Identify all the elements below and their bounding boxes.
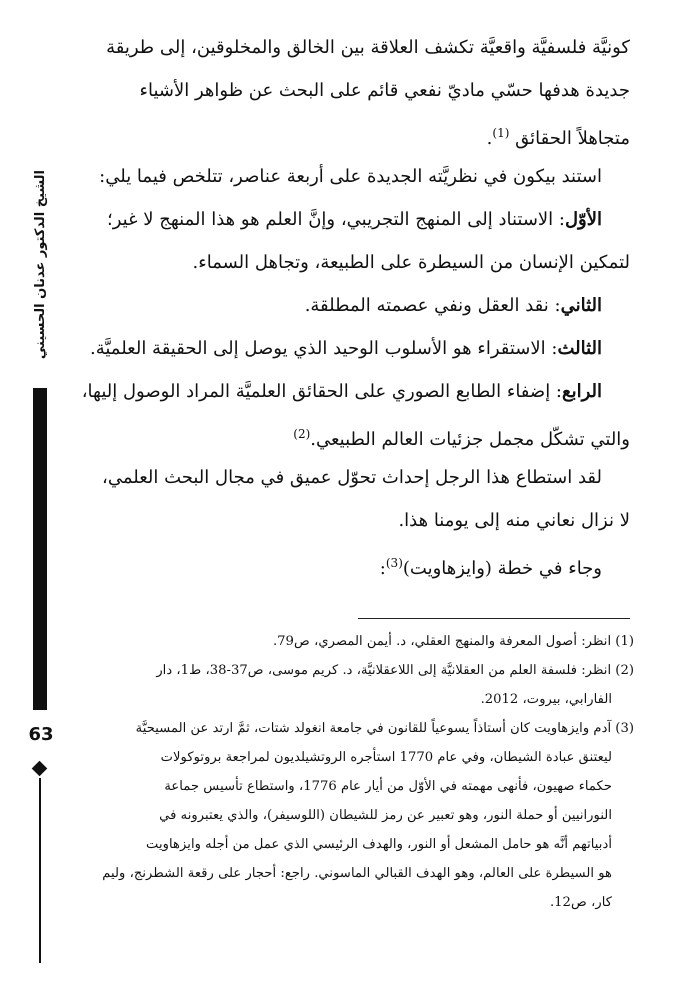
text-line: والتي تشكّل مجمل جزئيات العالم الطبيعي.$^{(2)}$ xyxy=(293,427,630,450)
footnote-ref[interactable]: (3) xyxy=(385,556,403,570)
footnote-ref[interactable]: (1) xyxy=(492,126,510,140)
text-line: استند بيكون في نظريَّته الجديدة على أربعة عناصر، تتلخص فيما يلي: xyxy=(99,166,602,187)
text-line: جديدة هدفها حسّي ماديّ نفعي قائم على البحث عن ظواهر الأشياء xyxy=(139,80,630,101)
label-second: الثاني xyxy=(560,295,602,316)
text-line: متجاهلاً الحقائق $^{(1)}$. xyxy=(486,126,630,149)
element-fourth: الرابع: إضفاء الطابع الصوري على الحقائق العلميَّة المراد الوصول إليها، xyxy=(81,381,602,402)
label-first: الأوّل xyxy=(564,209,602,230)
text-line: كونيَّة فلسفيَّة واقعيَّة تكشف العلاقة بين الخالق والمخلوقين، إلى طريقة xyxy=(106,37,630,58)
footnote-3: (3) آدم وايزهاويت كان أستاذاً يسوعياً للقانون في جامعة انغولد شتات، ثمَّ ارتد عن المسيحيَّة xyxy=(135,721,634,736)
text-line: لا نزال نعاني منه إلى يومنا هذا. xyxy=(398,510,630,531)
footnote-3-cont: هو السيطرة على العالم، وهو الهدف القبالي الماسوني. راجع: أحجار على رقعة الشطرنج، وليم xyxy=(102,866,612,881)
footnote-3-cont: حكماء صهيون، فأنهى مهمته في الأوّل من أيار عام 1776، واستطاع تأسيس جماعة xyxy=(164,779,612,794)
footnote-2: (2) انظر: فلسفة العلم من العقلانيَّة إلى اللاعقلانيَّة، د. كريم موسى، ص37-38، ط1، دار xyxy=(156,663,634,678)
text-line: وجاء في خطة (وايزهاويت)$^{(3)}$: xyxy=(379,556,602,579)
page-number: 63 xyxy=(28,724,54,745)
footnote-ref[interactable]: (2) xyxy=(293,427,311,441)
footnotes xyxy=(88,627,634,917)
footnote-3-cont: كار، ص12. xyxy=(549,895,612,910)
footnote-3-cont: أدبياتهم أنَّه هو حامل المشعل أو النور، والهدف الرئيسي الذي عمل من أجله وايزهاويت xyxy=(146,837,612,852)
side-bar xyxy=(33,388,47,710)
element-third: الثالث: الاستقراء هو الأسلوب الوحيد الذي يوصل إلى الحقيقة العلميَّة. xyxy=(89,338,602,359)
label-third: الثالث xyxy=(557,338,602,359)
side-line xyxy=(39,778,41,963)
footnote-3-cont: ليعتنق عبادة الشيطان، وفي عام 1770 استأجره الروتشيلديون لمراجعة بروتوكولات xyxy=(160,750,612,765)
main-text xyxy=(78,26,630,585)
footnote-1: (1) انظر: أصول المعرفة والمنهج العقلي، د. أيمن المصري، ص79. xyxy=(272,634,634,649)
footnote-3-cont: النورانيين أو حملة النور، وهو تعبير عن رمز للشيطان (اللوسيفر)، والذي يعتبرونه في xyxy=(159,808,612,823)
footnote-2-cont: الفارابي، بيروت، 2012. xyxy=(480,692,612,707)
element-second: الثاني: نقد العقل ونفي عصمته المطلقة. xyxy=(304,295,602,316)
label-fourth: الرابع xyxy=(561,381,602,402)
element-first: الأوّل: الاستناد إلى المنهج التجريبي، وإنَّ العلم هو هذا المنهج لا غير؛ xyxy=(107,209,602,230)
text-line: لتمكين الإنسان من السيطرة على الطبيعة، وتجاهل السماء. xyxy=(192,252,630,273)
running-head xyxy=(26,150,54,380)
footnote-separator xyxy=(358,618,630,619)
diamond-ornament-icon xyxy=(32,761,48,777)
text-line: لقد استطاع هذا الرجل إحداث تحوّل عميق في مجال البحث العلمي، xyxy=(102,467,602,488)
author-name: الشيخ الدكتور عدنان الحسيني xyxy=(32,170,48,360)
